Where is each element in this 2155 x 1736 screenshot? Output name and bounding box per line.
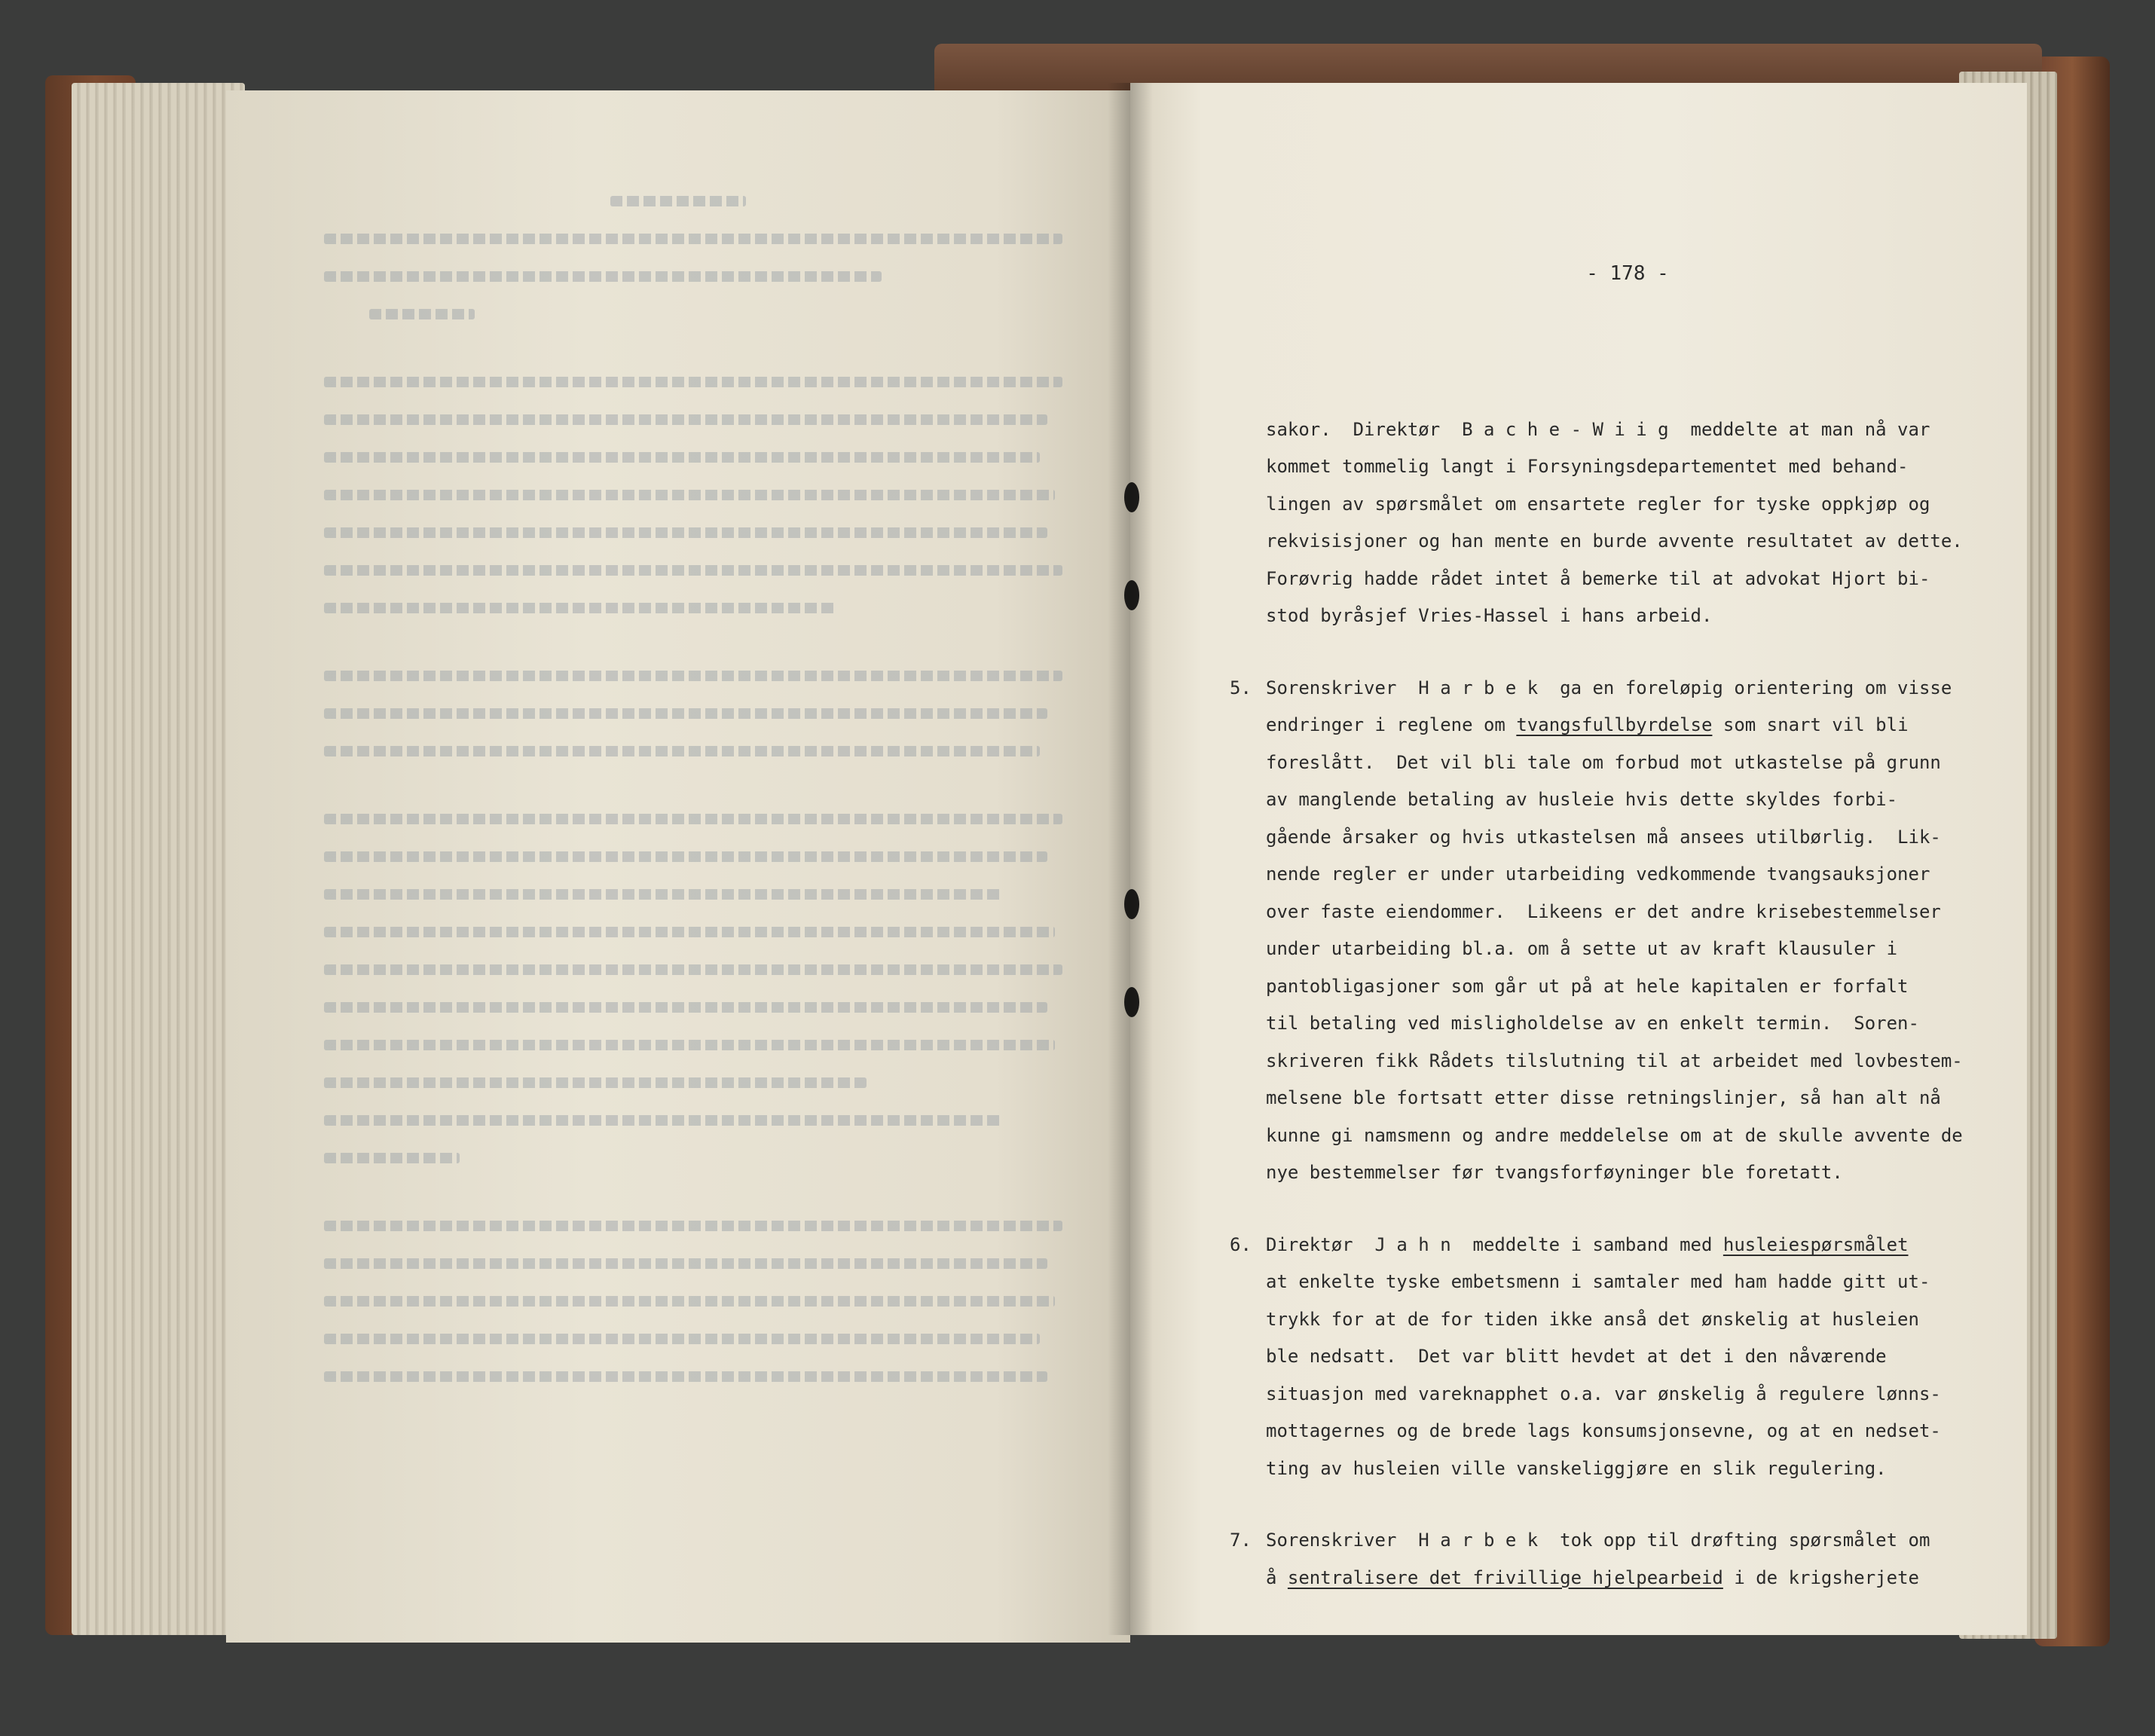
text-line xyxy=(1266,931,1989,968)
text-run: mottagernes og de brede lags konsumsjonsevne, og at en nedset- xyxy=(1266,1420,1941,1441)
text-run: gående årsaker og hvis utkastelsen må ansees utilbørlig. Lik- xyxy=(1266,826,1941,848)
text-run: ting av husleien ville vanskeliggjøre en slik regulering. xyxy=(1266,1457,1887,1479)
text-line xyxy=(1266,448,1989,486)
text-run: ble nedsatt. Det var blitt hevdet at det i den nåværende xyxy=(1266,1346,1887,1367)
text-run: at enkelte tyske embetsmenn i samtaler med ham hadde gitt ut- xyxy=(1266,1271,1930,1292)
text-run: skriveren fikk Rådets tilslutning til at arbeidet med lovbestem- xyxy=(1266,1050,1963,1071)
text-line xyxy=(1266,707,1989,744)
text-run: lingen av spørsmålet om ensartete regler for tyske oppkjøp og xyxy=(1266,493,1930,515)
numbered-item xyxy=(1230,670,1989,1192)
text-line xyxy=(1266,411,1989,449)
paragraph xyxy=(1266,411,1989,635)
text-run: i de krigsherjete xyxy=(1722,1566,1919,1588)
text-line xyxy=(1266,1154,1989,1192)
text-run: rekvisisjoner og han mente en burde avvente resultatet av dette. xyxy=(1266,530,1963,552)
text-run: situasjon med vareknapphet o.a. var ønskelig å regulere lønns- xyxy=(1266,1383,1941,1404)
numbered-item xyxy=(1230,1522,1989,1597)
text-run: endringer i reglene om xyxy=(1266,714,1517,735)
text-line xyxy=(1266,894,1989,931)
text-line xyxy=(1266,561,1989,598)
text-run: Direktør J a h n meddelte i samband med xyxy=(1266,1233,1723,1255)
text-run: Sorenskriver H a r b e k ga en foreløpig orientering om visse xyxy=(1266,677,1952,698)
text-line xyxy=(1266,1522,1989,1560)
left-page-stack xyxy=(72,83,245,1635)
text-run: som snart vil bli xyxy=(1712,714,1909,735)
text-line xyxy=(1266,1117,1989,1155)
text-run: Forøvrig hadde rådet intet å bemerke til at advokat Hjort bi- xyxy=(1266,567,1930,589)
text-run: over faste eiendommer. Likeens er det andre krisebestemmelser xyxy=(1266,900,1941,922)
text-line xyxy=(1266,670,1989,708)
right-page xyxy=(1130,83,2027,1635)
gutter-shadow xyxy=(1108,83,1153,1635)
text-line xyxy=(1266,1227,1989,1264)
underlined-text: tvangsfullbyrdelse xyxy=(1516,714,1713,735)
text-line xyxy=(1266,1264,1989,1301)
paragraphs xyxy=(1221,411,1989,1597)
text-line xyxy=(1266,1338,1989,1376)
text-line xyxy=(1266,1043,1989,1080)
text-run: foreslått. Det vil bli tale om forbud mot utkastelse på grunn xyxy=(1266,751,1941,773)
text-run: nende regler er under utarbeiding vedkommende tvangsauksjoner xyxy=(1266,863,1930,885)
text-line xyxy=(1266,968,1989,1006)
text-line xyxy=(1266,781,1989,819)
text-line xyxy=(1266,598,1989,635)
item-number: 6. xyxy=(1230,1233,1252,1255)
text-line xyxy=(1266,1080,1989,1117)
faded-text-block xyxy=(324,196,1078,1409)
text-run: stod byråsjef Vries-Hassel i hans arbeid. xyxy=(1266,605,1713,626)
text-line xyxy=(1266,1450,1989,1488)
text-line xyxy=(1266,486,1989,524)
text-run: kommet tommelig langt i Forsyningsdepartementet med behand- xyxy=(1266,456,1909,477)
text-line xyxy=(1266,1560,1989,1597)
text-run: under utarbeiding bl.a. om å sette ut av kraft klausuler i xyxy=(1266,938,1898,959)
item-number: 5. xyxy=(1230,677,1252,698)
text-line xyxy=(1266,1376,1989,1414)
text-run: sakor. Direktør B a c h e - W i i g meddelte at man nå var xyxy=(1266,418,1930,440)
text-line xyxy=(1266,1005,1989,1043)
text-line xyxy=(1266,1301,1989,1339)
text-line xyxy=(1266,856,1989,894)
text-line xyxy=(1266,1413,1989,1450)
text-run: melsene ble fortsatt etter disse retningslinjer, så han alt nå xyxy=(1266,1087,1941,1108)
underlined-text: husleiespørsmålet xyxy=(1722,1233,1909,1255)
text-run: kunne gi namsmenn og andre meddelelse om at de skulle avvente de xyxy=(1266,1124,1963,1146)
text-run: pantobligasjoner som går ut på at hele kapitalen er forfalt xyxy=(1266,975,1909,997)
text-run: Sorenskriver H a r b e k tok opp til drøfting spørsmålet om xyxy=(1266,1530,1930,1551)
page-number: - 178 - xyxy=(1586,262,1669,285)
numbered-item xyxy=(1230,1227,1989,1488)
text-run: til betaling ved misligholdelse av en enkelt termin. Soren- xyxy=(1266,1013,1919,1034)
item-number: 7. xyxy=(1230,1530,1252,1551)
text-line xyxy=(1266,523,1989,561)
text-line xyxy=(1266,744,1989,782)
underlined-text: sentralisere det frivillige hjelpearbeid xyxy=(1287,1566,1723,1588)
left-page-faded xyxy=(226,90,1130,1643)
typed-text xyxy=(1221,181,1989,1671)
text-run: å xyxy=(1266,1566,1288,1588)
text-run: av manglende betaling av husleie hvis dette skyldes forbi- xyxy=(1266,789,1898,810)
text-line xyxy=(1266,819,1989,857)
text-run: trykk for at de for tiden ikke anså det ønskelig at husleien xyxy=(1266,1308,1919,1330)
text-run: nye bestemmelser før tvangsforføyninger ble foretatt. xyxy=(1266,1162,1843,1183)
